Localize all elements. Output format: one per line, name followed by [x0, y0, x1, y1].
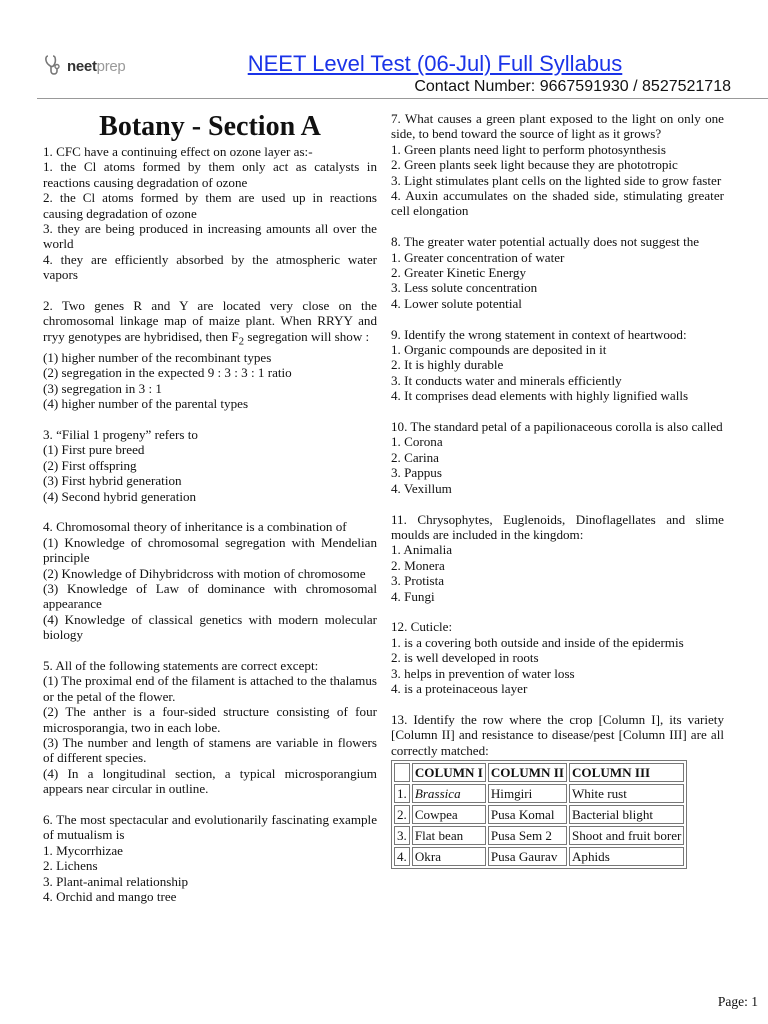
option: 3. It conducts water and minerals efficiently: [391, 372, 622, 388]
option: 3. Protista: [391, 573, 445, 589]
neetprep-logo: [44, 53, 125, 79]
table-cell: Flat bean: [412, 826, 486, 845]
table-cell: 3.: [394, 826, 410, 845]
question-10: [391, 419, 724, 496]
question-3: [43, 427, 377, 504]
question-stem: 10. The standard petal of a papilionaceous corolla is also called: [391, 419, 723, 435]
option: 3. Pappus: [391, 465, 442, 481]
question-stem: [43, 298, 377, 350]
logo-sub-text: prep: [96, 57, 126, 75]
option: (4) Second hybrid generation: [43, 488, 197, 504]
option: 2. Lichens: [43, 858, 98, 874]
question-13: [391, 712, 724, 869]
table-row: [394, 805, 684, 824]
option: 2. Carina: [391, 449, 439, 465]
table-cell: Pusa Sem 2: [488, 826, 567, 845]
option: 2. It is highly durable: [391, 357, 504, 373]
option: (1) The proximal end of the filament is attached to the thalamus or the petal of the flower.: [43, 673, 377, 704]
question-stem: 6. The most spectacular and evolutionarily fascinating example of mutualism is: [43, 812, 377, 843]
table-corner-cell: [394, 763, 410, 782]
option: 1. Organic compounds are deposited in it: [391, 342, 607, 358]
page-number: Page: 1: [717, 994, 758, 1009]
option: (2) First offspring: [43, 457, 137, 473]
crop-variety-table: [391, 760, 687, 869]
test-title-link[interactable]: NEET Level Test (06-Jul) Full Syllabus: [247, 51, 623, 76]
option: 2. Monera: [391, 557, 445, 573]
question-stem: 4. Chromosomal theory of inheritance is a combination of: [43, 519, 347, 535]
stem-part: segregation will show :: [244, 328, 370, 344]
option: 4. It comprises dead elements with highly lignified walls: [391, 388, 689, 404]
question-stem: 3. “Filial 1 progeny” refers to: [43, 426, 198, 442]
question-stem: 13. Identify the row where the crop [Column I], its variety [Column II] and resistance to disease/pest [Column III] are all correctly matched:: [391, 711, 724, 758]
option: 1. Animalia: [391, 542, 453, 558]
option: 4. they are efficiently absorbed by the atmospheric water vapors: [43, 251, 377, 283]
table-header-cell: COLUMN III: [569, 763, 684, 782]
option: 1. is a covering both outside and inside of the epidermis: [391, 634, 684, 650]
option: (3) First hybrid generation: [43, 473, 182, 489]
option: (4) Knowledge of classical genetics with modern molecular biology: [43, 611, 377, 643]
question-9: [391, 327, 724, 404]
header-divider: [37, 98, 768, 99]
table-cell: Aphids: [569, 847, 684, 866]
question-stem: 8. The greater water potential actually does not suggest the: [391, 234, 700, 250]
table-cell: Brassica: [412, 784, 486, 803]
question-4: [43, 519, 377, 642]
question-6: [43, 812, 377, 904]
option: (2) The anther is a four-sided structure consisting of four microsporangia, two in each lobe.: [43, 704, 377, 735]
table-row: [394, 784, 684, 803]
logo-main-text: neet: [67, 57, 97, 75]
option: (3) segregation in 3 : 1: [43, 380, 162, 396]
table-header-row: [394, 763, 684, 782]
question-stem: 5. All of the following statements are correct except:: [43, 657, 319, 673]
option: 1. the Cl atoms formed by them only act as catalysts in reactions causing degradation of ozone: [43, 159, 377, 190]
option: 2. the Cl atoms formed by them are used up in reactions causing degradation of ozone: [43, 190, 377, 221]
table-cell: Himgiri: [488, 784, 567, 803]
question-12: [391, 619, 724, 696]
question-7: [391, 111, 724, 219]
option: (1) First pure breed: [43, 442, 145, 458]
option: (2) Knowledge of Dihybridcross with motion of chromosome: [43, 565, 366, 581]
table-header-cell: COLUMN I: [412, 763, 486, 782]
option: 4. Orchid and mango tree: [43, 889, 177, 905]
option: (3) Knowledge of Law of dominance with chromosomal appearance: [43, 580, 377, 612]
option: 4. Auxin accumulates on the shaded side, stimulating greater cell elongation: [391, 188, 724, 219]
table-cell: Pusa Gaurav: [488, 847, 567, 866]
table-cell: Shoot and fruit borer: [569, 826, 684, 845]
option: 1. Corona: [391, 434, 443, 450]
question-stem: 11. Chrysophytes, Euglenoids, Dinoflagellates and slime moulds are included in the kingdom:: [391, 511, 724, 542]
table-cell: 1.: [394, 784, 410, 803]
question-11: [391, 512, 724, 604]
option: (3) The number and length of stamens are variable in flowers of different species.: [43, 734, 377, 766]
option: (1) higher number of the recombinant types: [43, 349, 272, 365]
table-cell: 2.: [394, 805, 410, 824]
table-cell: 4.: [394, 847, 410, 866]
question-8: [391, 234, 724, 311]
right-column: [391, 111, 724, 884]
stem-part: 2. Two genes R and Y are located very close on the chromosomal linkage map of maize plant. When RRYY and rryy genotypes are hybridised, then F: [43, 298, 377, 344]
option: 1. Green plants need light to perform photosynthesis: [391, 141, 666, 157]
table-cell: Cowpea: [412, 805, 486, 824]
option: (1) Knowledge of chromosomal segregation with Mendelian principle: [43, 534, 377, 566]
contact-number: Contact Number: 9667591930 / 8527521718: [414, 78, 731, 95]
stethoscope-icon: [44, 54, 64, 78]
table-cell: White rust: [569, 784, 684, 803]
table-cell: Pusa Komal: [488, 805, 567, 824]
table-row: [394, 847, 684, 866]
option: 3. Less solute concentration: [391, 280, 538, 296]
question-stem: 1. CFC have a continuing effect on ozone layer as:-: [43, 144, 313, 159]
option: 2. Greater Kinetic Energy: [391, 265, 527, 281]
option: (2) segregation in the expected 9 : 3 : 3 : 1 ratio: [43, 365, 292, 381]
question-5: [43, 658, 377, 797]
table-header-cell: COLUMN II: [488, 763, 567, 782]
option: (4) In a longitudinal section, a typical microsporangium appears near circular in outline.: [43, 765, 377, 797]
question-stem: 12. Cuticle:: [391, 619, 453, 635]
option: 3. Plant-animal relationship: [43, 873, 189, 889]
logo-wordmark: [67, 58, 125, 75]
table-row: [394, 826, 684, 845]
question-1: [43, 144, 377, 283]
question-stem: 7. What causes a green plant exposed to the light on only one side, to bend toward the source of light as it grows?: [391, 111, 724, 142]
table-cell: Okra: [412, 847, 486, 866]
option: 3. Light stimulates plant cells on the lighted side to grow faster: [391, 172, 722, 188]
option: 4. Fungi: [391, 588, 435, 604]
option: 4. is a proteinaceous layer: [391, 680, 528, 696]
option: 2. is well developed in roots: [391, 650, 539, 666]
option: 3. helps in prevention of water loss: [391, 665, 575, 681]
question-stem: 9. Identify the wrong statement in context of heartwood:: [391, 326, 687, 342]
option: 1. Greater concentration of water: [391, 249, 565, 265]
option: 3. they are being produced in increasing amounts all over the world: [43, 221, 377, 252]
table-cell: Bacterial blight: [569, 805, 684, 824]
question-2: [43, 298, 377, 411]
option: 2. Green plants seek light because they are phototropic: [391, 157, 678, 173]
subscript: 2: [238, 335, 245, 348]
option: 1. Mycorrhizae: [43, 842, 123, 858]
section-title: Botany - Section A: [99, 111, 321, 142]
option: 4. Lower solute potential: [391, 295, 522, 311]
option: 4. Vexillum: [391, 480, 452, 496]
option: (4) higher number of the parental types: [43, 396, 249, 412]
left-column: [43, 111, 377, 920]
